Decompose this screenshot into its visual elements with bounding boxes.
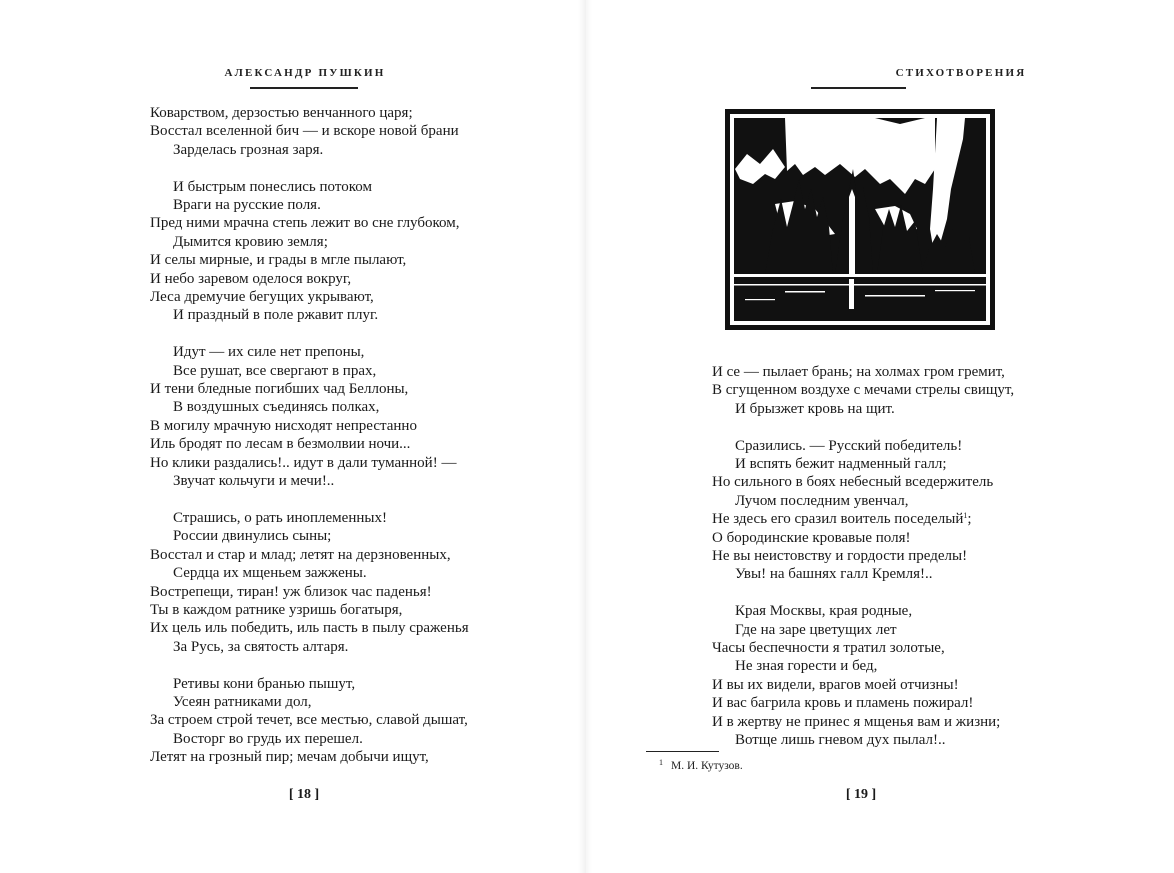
poem-line bbox=[712, 676, 1014, 694]
poem-line bbox=[712, 400, 1014, 418]
poem-line-text: Края Москвы, края родные, bbox=[735, 603, 913, 620]
stanza-break bbox=[150, 325, 469, 343]
poem-line-text: И вы их видели, врагов моей отчизны! bbox=[712, 676, 959, 693]
stanza-break bbox=[150, 159, 469, 177]
poem-line-text: И селы мирные, и грады в мгле пылают, bbox=[150, 252, 407, 269]
poem-line-text: Враги на русские поля. bbox=[173, 197, 321, 214]
stanza-break bbox=[712, 584, 1014, 602]
poem-line bbox=[150, 638, 469, 656]
poem-line bbox=[150, 619, 469, 637]
poem-line-text: Зарделась грозная заря. bbox=[173, 141, 324, 158]
obelisk bbox=[849, 197, 855, 275]
poem-line-text: И небо заревом оделося вокруг, bbox=[150, 270, 352, 287]
poem-line-text: Коварством, дерзостью венчанного царя; bbox=[150, 105, 413, 121]
poem-line bbox=[150, 104, 469, 122]
poem-line-text: И вас багрила кровь и пламень пожирал! bbox=[712, 695, 974, 712]
poem-line bbox=[150, 417, 469, 435]
poem-line-text: Восстал и стар и млад; летят на дерзновенных, bbox=[150, 546, 451, 563]
poem-line bbox=[712, 437, 1014, 455]
poem-line bbox=[150, 601, 469, 619]
poem-line bbox=[712, 381, 1014, 399]
poem-line bbox=[712, 731, 1014, 749]
poem-line-text: Их цель иль победить, иль пасть в пылу сраженья bbox=[150, 620, 469, 637]
left-running-head: АЛЕКСАНДР ПУШКИН bbox=[224, 67, 386, 79]
poem-line bbox=[150, 564, 469, 582]
left-page-number: [ 18 ] bbox=[288, 787, 320, 802]
stanza-break bbox=[712, 418, 1014, 436]
poem-line bbox=[150, 730, 469, 748]
poem-line bbox=[150, 251, 469, 269]
poem-line-punctuation: ; bbox=[967, 511, 972, 528]
poem-line bbox=[150, 141, 469, 159]
left-poem bbox=[150, 104, 469, 767]
poem-line bbox=[150, 527, 469, 545]
poem-line bbox=[712, 363, 1014, 381]
left-head-rule bbox=[250, 87, 358, 89]
poem-line-text: И в жертву не принес я мщенья вам и жизни; bbox=[712, 713, 1001, 730]
poem-line bbox=[150, 306, 469, 324]
stanza-break bbox=[150, 656, 469, 674]
poem-line bbox=[150, 362, 469, 380]
poem-line-text: Ты в каждом ратнике узришь богатыря, bbox=[150, 601, 403, 618]
poem-line bbox=[150, 675, 469, 693]
poem-line bbox=[712, 473, 1014, 491]
poem-line bbox=[150, 454, 469, 472]
poem-line bbox=[712, 657, 1014, 675]
poem-line bbox=[150, 288, 469, 306]
poem-line bbox=[150, 583, 469, 601]
poem-line-text: Не зная горести и бед, bbox=[735, 658, 878, 675]
poem-line bbox=[150, 546, 469, 564]
right-running-head: СТИХОТВОРЕНИЯ bbox=[895, 67, 1027, 79]
poem-line bbox=[712, 621, 1014, 639]
poem-line bbox=[150, 233, 469, 251]
poem-line-text: Страшись, о рать иноплеменных! bbox=[173, 509, 387, 526]
poem-line-text: И праздный в поле ржавит плуг. bbox=[173, 307, 379, 324]
poem-line-text: И быстрым понеслись потоком bbox=[173, 178, 372, 195]
poem-line-text: Вотще лишь гневом дух пылал!.. bbox=[735, 732, 946, 749]
poem-line-text: России двинулись сыны; bbox=[173, 528, 332, 545]
footnote-rule bbox=[646, 751, 719, 752]
poem-line bbox=[150, 509, 469, 527]
poem-line bbox=[712, 713, 1014, 731]
book-gutter-shadow bbox=[578, 0, 592, 873]
footnote-reference: 1 bbox=[963, 511, 968, 521]
poem-line-text: Леса дремучие бегущих укрывают, bbox=[150, 289, 374, 306]
poem-line-text: Восстал вселенной бич — и вскоре новой брани bbox=[150, 123, 459, 140]
poem-line bbox=[150, 398, 469, 416]
poem-line-text: Восторг во грудь их перешел. bbox=[173, 730, 363, 747]
poem-line-text: За Русь, за святость алтаря. bbox=[173, 638, 349, 655]
footnote bbox=[659, 758, 743, 772]
poem-line-text: Не вы неистовству и гордости пределы! bbox=[712, 548, 968, 565]
poem-line-text: Сразились. — Русский победитель! bbox=[735, 437, 963, 454]
poem-line bbox=[712, 547, 1014, 565]
poem-line bbox=[712, 602, 1014, 620]
poem-line-text: Ретивы кони бранью пышут, bbox=[173, 675, 356, 692]
poem-line bbox=[712, 492, 1014, 510]
park-landscape-engraving bbox=[725, 109, 995, 330]
poem-line bbox=[150, 435, 469, 453]
poem-line-text: Летят на грозный пир; мечам добычи ищут, bbox=[150, 749, 429, 766]
stanza-break bbox=[150, 491, 469, 509]
poem-line-text: Все рушат, все свергают в прах, bbox=[173, 362, 377, 379]
poem-line bbox=[150, 196, 469, 214]
poem-line-text: И брызжет кровь на щит. bbox=[735, 400, 895, 417]
poem-line bbox=[712, 529, 1014, 547]
right-poem bbox=[712, 363, 1014, 750]
poem-line bbox=[150, 711, 469, 729]
poem-line-text: Звучат кольчуги и мечи!.. bbox=[173, 473, 335, 490]
poem-line-text: Не здесь его сразил воитель поседелый bbox=[712, 511, 964, 528]
poem-line-text: О бородинские кровавые поля! bbox=[712, 529, 911, 546]
right-page-number: [ 19 ] bbox=[845, 787, 877, 802]
poem-line-text: Вострепещи, тиран! уж близок час паденья! bbox=[150, 583, 432, 600]
footnote-marker: 1 bbox=[659, 758, 663, 767]
poem-line-text: И се — пылает брань; на холмах гром гремит, bbox=[712, 364, 1005, 380]
poem-line-text: Но сильного в боях небесный вседержитель bbox=[712, 474, 994, 491]
poem-line bbox=[150, 214, 469, 232]
poem-line bbox=[712, 639, 1014, 657]
poem-line bbox=[712, 455, 1014, 473]
footnote-text: М. И. Кутузов. bbox=[671, 760, 743, 772]
poem-line-text: Иль бродят по лесам в безмолвии ночи... bbox=[150, 436, 411, 453]
left-page bbox=[0, 0, 584, 873]
poem-line bbox=[150, 343, 469, 361]
water-line bbox=[734, 274, 986, 277]
poem-line bbox=[150, 693, 469, 711]
poem-line-text: В воздушных съединясь полках, bbox=[173, 399, 380, 416]
poem-line bbox=[150, 748, 469, 766]
right-head-rule bbox=[811, 87, 906, 89]
right-page bbox=[584, 0, 1174, 873]
poem-line-text: Увы! на башнях галл Кремля!.. bbox=[735, 566, 933, 583]
poem-line-text: Усеян ратниками дол, bbox=[173, 693, 312, 710]
poem-line-text: Лучом последним увенчал, bbox=[735, 492, 909, 509]
poem-line-text: Пред ними мрачна степь лежит во сне глубоком, bbox=[150, 215, 460, 232]
poem-line bbox=[712, 694, 1014, 712]
poem-line-text: И тени бледные погибших чад Беллоны, bbox=[150, 381, 409, 398]
poem-line bbox=[150, 380, 469, 398]
poem-line-text: Но клики раздались!.. идут в дали туманной! — bbox=[150, 454, 457, 471]
poem-line bbox=[150, 178, 469, 196]
poem-line-text: Дымится кровию земля; bbox=[173, 233, 328, 250]
poem-line bbox=[150, 472, 469, 490]
poem-line-text: Сердца их мщеньем зажжены. bbox=[173, 565, 367, 582]
poem-line-text: В могилу мрачную нисходят непрестанно bbox=[150, 417, 417, 434]
poem-line-text: За строем строй течет, все местью, славой дышат, bbox=[150, 712, 468, 729]
poem-line bbox=[712, 565, 1014, 583]
poem-line bbox=[150, 122, 469, 140]
poem-line-text: Часы беспечности я тратил золотые, bbox=[712, 640, 945, 657]
poem-line-text: Идут — их силе нет препоны, bbox=[173, 344, 365, 361]
poem-line-text: И вспять бежит надменный галл; bbox=[735, 456, 947, 473]
poem-line-text: В сгущенном воздухе с мечами стрелы свищут, bbox=[712, 382, 1015, 399]
poem-line-text: Где на заре цветущих лет bbox=[735, 621, 897, 638]
poem-line bbox=[712, 510, 1014, 528]
poem-line bbox=[150, 270, 469, 288]
